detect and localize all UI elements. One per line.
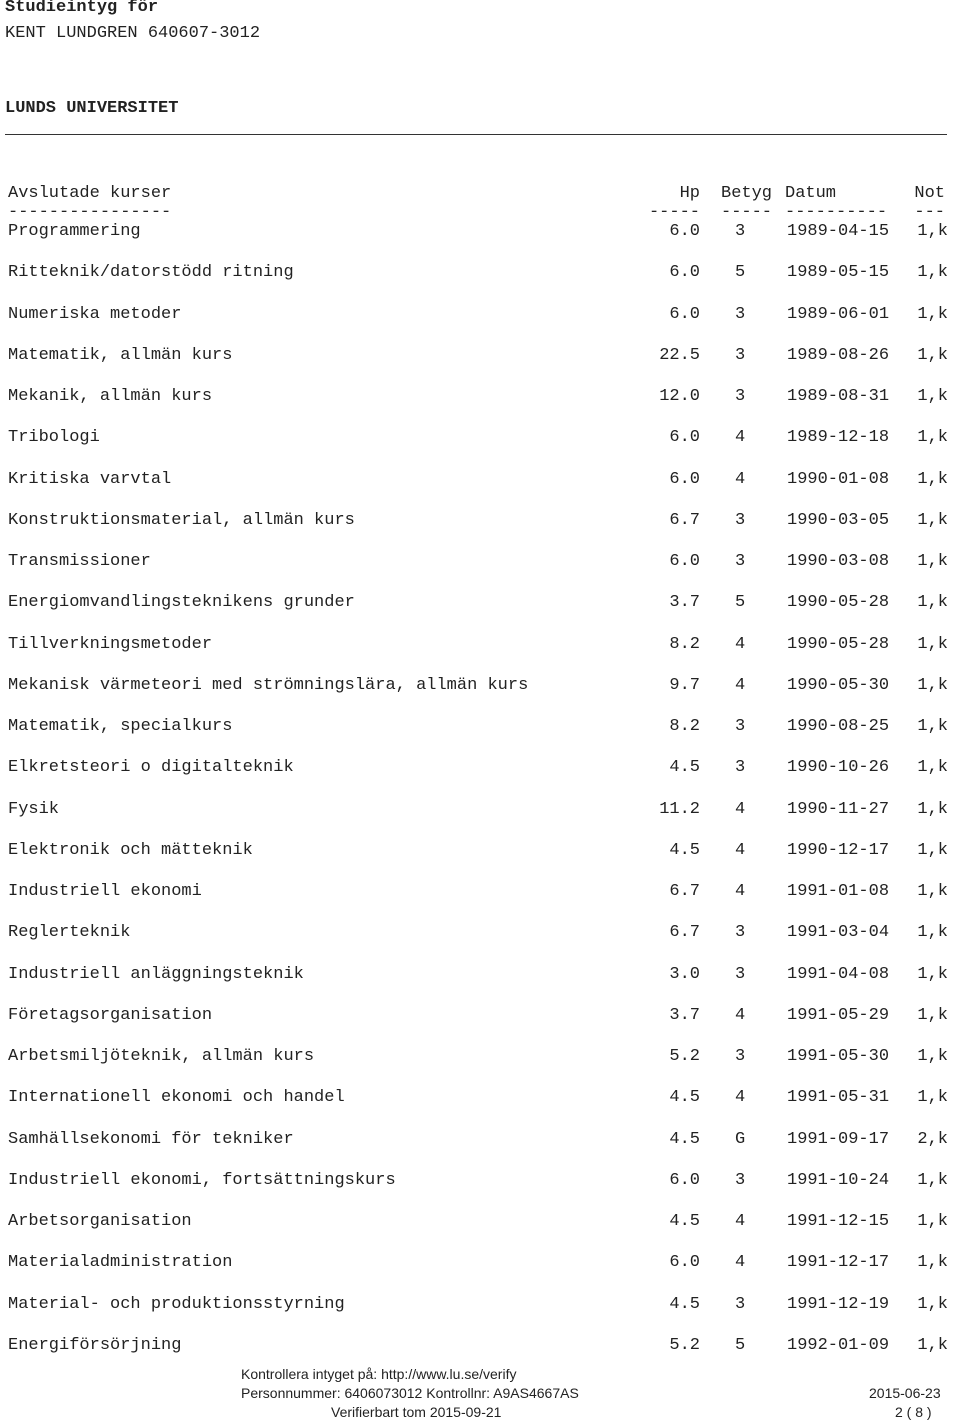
course-date: 1990-01-08: [787, 470, 890, 489]
dash-datum: ----------: [785, 203, 888, 222]
print-date: 2015-06-23: [869, 1385, 941, 1401]
course-note: 1,k: [917, 263, 948, 282]
course-note: 1,k: [917, 1006, 948, 1025]
course-note: 1,k: [917, 882, 948, 901]
course-note: 2,k: [917, 1130, 948, 1149]
course-grade: 4: [735, 1006, 746, 1025]
course-date: 1990-10-26: [787, 758, 890, 777]
course-date: 1991-05-29: [787, 1006, 890, 1025]
course-grade: 5: [735, 263, 746, 282]
course-date: 1992-01-09: [787, 1336, 890, 1355]
course-name: Internationell ekonomi och handel: [8, 1088, 345, 1107]
course-hp: 4.5: [669, 1212, 700, 1231]
course-grade: 3: [735, 923, 746, 942]
course-grade: 4: [735, 841, 746, 860]
header-divider: [5, 134, 947, 135]
course-hp: 4.5: [669, 1130, 700, 1149]
course-grade: 3: [735, 305, 746, 324]
verify-url: Kontrollera intyget på: http://www.lu.se/verify: [241, 1366, 517, 1382]
course-note: 1,k: [917, 676, 948, 695]
course-date: 1990-05-30: [787, 676, 890, 695]
course-name: Kritiska varvtal: [8, 470, 172, 489]
course-hp: 11.2: [659, 800, 700, 819]
course-grade: 3: [735, 552, 746, 571]
course-date: 1989-12-18: [787, 428, 890, 447]
course-hp: 6.0: [669, 1253, 700, 1272]
course-name: Matematik, allmän kurs: [8, 346, 233, 365]
course-name: Tribologi: [8, 428, 100, 447]
course-hp: 8.2: [669, 717, 700, 736]
course-note: 1,k: [917, 717, 948, 736]
course-name: Tillverkningsmetoder: [8, 635, 213, 654]
course-grade: 3: [735, 511, 746, 530]
valid-until: Verifierbart tom 2015-09-21: [331, 1404, 502, 1420]
course-date: 1990-12-17: [787, 841, 890, 860]
course-grade: 4: [735, 470, 746, 489]
course-date: 1991-01-08: [787, 882, 890, 901]
course-name: Ritteknik/datorstödd ritning: [8, 263, 294, 282]
column-header-not: Not: [914, 184, 945, 203]
person-control-ids: Personnummer: 6406073012 Kontrollnr: A9AS4667AS: [241, 1385, 579, 1401]
course-hp: 6.0: [669, 552, 700, 571]
course-name: Matematik, specialkurs: [8, 717, 233, 736]
course-name: Konstruktionsmaterial, allmän kurs: [8, 511, 355, 530]
course-name: Industriell anläggningsteknik: [8, 965, 304, 984]
course-name: Företagsorganisation: [8, 1006, 213, 1025]
course-note: 1,k: [917, 1047, 948, 1066]
course-name: Mekanik, allmän kurs: [8, 387, 213, 406]
course-hp: 4.5: [669, 1088, 700, 1107]
course-hp: 4.5: [669, 1295, 700, 1314]
course-grade: 4: [735, 676, 746, 695]
course-grade: 4: [735, 800, 746, 819]
course-date: 1991-04-08: [787, 965, 890, 984]
course-date: 1989-06-01: [787, 305, 890, 324]
course-date: 1989-05-15: [787, 263, 890, 282]
course-note: 1,k: [917, 635, 948, 654]
course-name: Arbetsorganisation: [8, 1212, 192, 1231]
course-hp: 4.5: [669, 758, 700, 777]
course-grade: 3: [735, 758, 746, 777]
student-name-id: KENT LUNDGREN 640607-3012: [5, 24, 261, 43]
course-hp: 6.0: [669, 1171, 700, 1190]
course-name: Elektronik och mätteknik: [8, 841, 253, 860]
course-note: 1,k: [917, 305, 948, 324]
document-title: Studieintyg för: [5, 0, 159, 17]
course-note: 1,k: [917, 1253, 948, 1272]
course-hp: 6.0: [669, 305, 700, 324]
course-grade: 4: [735, 635, 746, 654]
course-hp: 3.7: [669, 1006, 700, 1025]
course-grade: 3: [735, 222, 746, 241]
course-note: 1,k: [917, 387, 948, 406]
course-note: 1,k: [917, 222, 948, 241]
course-grade: 4: [735, 1253, 746, 1272]
course-name: Industriell ekonomi: [8, 882, 202, 901]
column-header-betyg: Betyg: [721, 184, 773, 203]
course-note: 1,k: [917, 593, 948, 612]
course-date: 1991-10-24: [787, 1171, 890, 1190]
course-note: 1,k: [917, 428, 948, 447]
university-name: LUNDS UNIVERSITET: [5, 99, 179, 118]
course-note: 1,k: [917, 965, 948, 984]
course-hp: 6.7: [669, 923, 700, 942]
course-grade: 5: [735, 593, 746, 612]
dash-not: ---: [914, 203, 945, 222]
course-hp: 6.0: [669, 263, 700, 282]
course-hp: 5.2: [669, 1047, 700, 1066]
course-grade: 4: [735, 428, 746, 447]
course-note: 1,k: [917, 511, 948, 530]
course-hp: 6.0: [669, 428, 700, 447]
course-date: 1991-09-17: [787, 1130, 890, 1149]
course-note: 1,k: [917, 346, 948, 365]
course-date: 1990-05-28: [787, 635, 890, 654]
course-grade: 3: [735, 1295, 746, 1314]
course-name: Material- och produktionsstyrning: [8, 1295, 345, 1314]
dash-course: ----------------: [8, 203, 172, 222]
course-date: 1989-08-26: [787, 346, 890, 365]
course-hp: 8.2: [669, 635, 700, 654]
course-date: 1991-12-19: [787, 1295, 890, 1314]
course-hp: 6.7: [669, 511, 700, 530]
course-date: 1990-11-27: [787, 800, 890, 819]
course-grade: 3: [735, 1047, 746, 1066]
course-hp: 6.7: [669, 882, 700, 901]
course-date: 1991-05-31: [787, 1088, 890, 1107]
course-name: Energiomvandlingsteknikens grunder: [8, 593, 355, 612]
course-note: 1,k: [917, 923, 948, 942]
course-note: 1,k: [917, 800, 948, 819]
course-note: 1,k: [917, 1171, 948, 1190]
course-hp: 9.7: [669, 676, 700, 695]
course-hp: 3.0: [669, 965, 700, 984]
course-name: Mekanisk värmeteori med strömningslära, allmän kurs: [8, 676, 529, 695]
course-grade: 3: [735, 965, 746, 984]
course-date: 1990-03-05: [787, 511, 890, 530]
column-header-hp: Hp: [679, 184, 700, 203]
course-grade: 4: [735, 882, 746, 901]
course-name: Energiförsörjning: [8, 1336, 182, 1355]
course-note: 1,k: [917, 470, 948, 489]
course-note: 1,k: [917, 758, 948, 777]
course-note: 1,k: [917, 1088, 948, 1107]
course-name: Materialadministration: [8, 1253, 233, 1272]
course-name: Arbetsmiljöteknik, allmän kurs: [8, 1047, 315, 1066]
course-grade: 3: [735, 1171, 746, 1190]
course-hp: 12.0: [659, 387, 700, 406]
course-grade: 3: [735, 387, 746, 406]
course-name: Fysik: [8, 800, 60, 819]
course-name: Programmering: [8, 222, 141, 241]
course-date: 1989-04-15: [787, 222, 890, 241]
course-name: Elkretsteori o digitalteknik: [8, 758, 294, 777]
dash-betyg: -----: [721, 203, 773, 222]
course-note: 1,k: [917, 552, 948, 571]
course-hp: 5.2: [669, 1336, 700, 1355]
course-grade: 3: [735, 717, 746, 736]
course-grade: 4: [735, 1212, 746, 1231]
course-grade: 5: [735, 1336, 746, 1355]
column-header-datum: Datum: [785, 184, 837, 203]
course-note: 1,k: [917, 1336, 948, 1355]
course-grade: G: [735, 1130, 746, 1149]
course-date: 1991-12-15: [787, 1212, 890, 1231]
course-name: Reglerteknik: [8, 923, 131, 942]
page-number: 2 ( 8 ): [895, 1404, 932, 1420]
course-date: 1990-05-28: [787, 593, 890, 612]
course-hp: 3.7: [669, 593, 700, 612]
column-header-course: Avslutade kurser: [8, 184, 172, 203]
course-name: Numeriska metoder: [8, 305, 182, 324]
course-name: Samhällsekonomi för tekniker: [8, 1130, 294, 1149]
course-hp: 6.0: [669, 222, 700, 241]
course-note: 1,k: [917, 1295, 948, 1314]
dash-hp: -----: [648, 203, 700, 222]
course-grade: 4: [735, 1088, 746, 1107]
course-date: 1991-12-17: [787, 1253, 890, 1272]
course-name: Transmissioner: [8, 552, 151, 571]
course-grade: 3: [735, 346, 746, 365]
course-note: 1,k: [917, 1212, 948, 1231]
course-name: Industriell ekonomi, fortsättningskurs: [8, 1171, 396, 1190]
course-date: 1990-03-08: [787, 552, 890, 571]
course-date: 1991-05-30: [787, 1047, 890, 1066]
course-date: 1991-03-04: [787, 923, 890, 942]
course-date: 1990-08-25: [787, 717, 890, 736]
course-note: 1,k: [917, 841, 948, 860]
course-date: 1989-08-31: [787, 387, 890, 406]
course-hp: 22.5: [659, 346, 700, 365]
course-hp: 4.5: [669, 841, 700, 860]
course-hp: 6.0: [669, 470, 700, 489]
